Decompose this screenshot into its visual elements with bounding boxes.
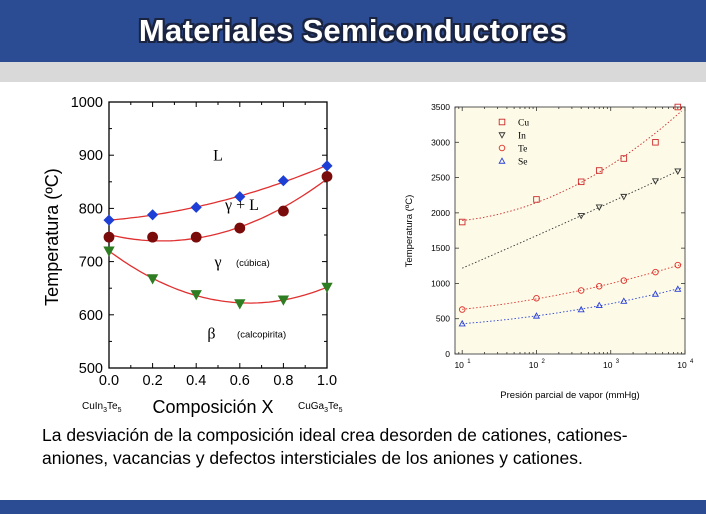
legend-label-te: Te [518, 144, 528, 155]
y-tick-label: 800 [78, 201, 103, 218]
x-tick-label: 1.0 [316, 373, 338, 389]
x-tick-label: 10 [454, 360, 464, 370]
vapor-chart-y-axis-title: Temperatura (ºC) [404, 194, 415, 268]
phase-data-point [191, 202, 201, 212]
liquidus-curve [109, 165, 327, 220]
phase-data-point [104, 247, 114, 256]
region-label: (cúbica) [235, 257, 270, 269]
region-label: L [213, 147, 223, 165]
x-tick-exponent: 4 [690, 359, 694, 365]
region-label: (calcopirita) [237, 329, 287, 341]
x-tick-exponent: 1 [467, 359, 471, 365]
phase-data-point [235, 223, 245, 233]
region-label: γ + L [225, 196, 259, 214]
y-tick-label: 2500 [431, 172, 450, 183]
y-tick-label: 900 [78, 148, 103, 165]
y-tick-label: 1000 [431, 278, 450, 289]
phase-diagram-y-axis-title: Temperatura (ºC) [42, 168, 62, 306]
x-tick-label: 0.4 [186, 373, 207, 389]
phase-data-point [191, 232, 201, 242]
phase-data-point [104, 215, 114, 225]
header-band [0, 62, 706, 82]
y-tick-label: 0 [445, 349, 450, 359]
y-tick-label: 1000 [70, 95, 103, 111]
phase-diagram-chart [0, 82, 360, 422]
x-tick-label: 0.6 [229, 373, 250, 389]
x-tick-label: 0.0 [98, 373, 120, 389]
region-label: β [207, 325, 216, 343]
y-tick-label: 700 [78, 254, 103, 271]
vapor-chart-x-axis-title: Presión parcial de vapor (mmHg) [500, 390, 640, 401]
footer-bar [0, 500, 706, 514]
y-tick-label: 2000 [431, 207, 450, 218]
phase-data-point [104, 232, 114, 242]
phase-data-point [278, 176, 288, 186]
y-tick-label: 3000 [431, 137, 450, 148]
vapor-chart-background [455, 107, 685, 354]
x-tick-label: 10 [528, 360, 539, 370]
y-tick-label: 1500 [431, 243, 450, 254]
y-tick-label: 500 [78, 361, 103, 377]
x-tick-label: 10 [602, 360, 613, 370]
legend-label-se: Se [518, 157, 528, 168]
y-tick-label: 3500 [431, 102, 450, 112]
phase-data-point [322, 283, 332, 292]
phase-data-point [322, 161, 332, 171]
x-tick-label: 0.2 [142, 373, 163, 389]
left-end-label: $CuIn_3Te_5$ [82, 401, 122, 414]
phase-data-point [235, 300, 245, 309]
x-tick-label: 0.8 [273, 373, 294, 389]
slide-title: Materiales Semiconductores [138, 13, 568, 48]
caption-text: La desviación de la composición ideal crea desorden de cationes, cationes-aniones, vacancias y defectos intersticiales de los aniones y cationes. [42, 425, 628, 468]
phase-data-point [148, 210, 158, 220]
vapor-pressure-chart [360, 82, 706, 422]
legend-label-in: In [518, 131, 526, 142]
phase-data-point [148, 275, 158, 284]
y-tick-label: 600 [78, 307, 103, 324]
x-tick-label: 10 [677, 360, 687, 370]
solidus-curve [109, 179, 327, 241]
phase-diagram-x-axis-title: Composición X [152, 397, 274, 417]
phase-diagram-frame [109, 102, 327, 368]
phase-data-point [322, 171, 332, 181]
legend-label-cu: Cu [518, 118, 530, 129]
x-tick-exponent: 2 [541, 359, 545, 365]
phase-data-point [278, 206, 288, 216]
phase-data-point [148, 232, 158, 242]
x-tick-exponent: 3 [615, 359, 620, 365]
right-end-label: $CuGa_3Te_5$ [298, 401, 343, 414]
y-tick-label: 500 [435, 313, 450, 324]
region-label: γ [214, 253, 222, 271]
